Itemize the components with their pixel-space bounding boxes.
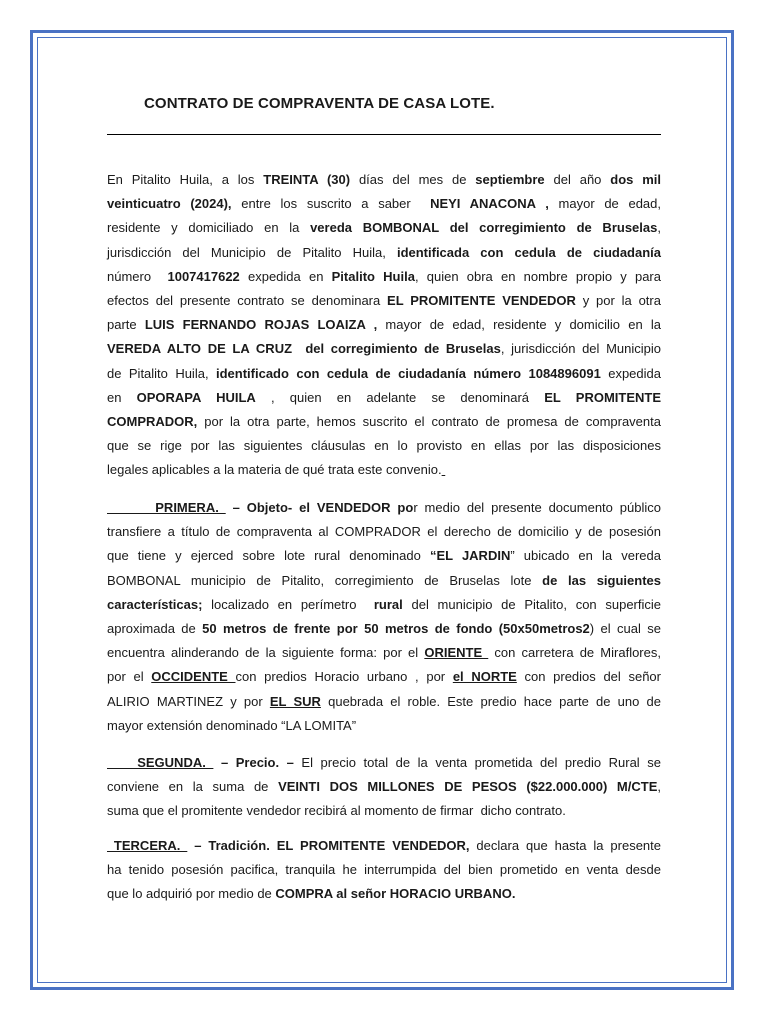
text-run: – Precio. –	[213, 755, 294, 770]
text-run: Pitalito Huila	[331, 268, 415, 284]
text-line	[107, 641, 661, 665]
clause-segunda-paragraph	[107, 751, 661, 824]
text-line	[107, 858, 661, 882]
text-line	[107, 544, 661, 568]
text-run: – Objeto- el VENDEDOR po	[225, 500, 414, 515]
text-run: vereda BOMBONAL del corregimiento de Bruselas	[310, 220, 658, 236]
text-run: parte	[107, 317, 145, 333]
text-run: legales aplicables a la materia de qué trata este convenio.	[107, 462, 442, 478]
text-line	[107, 192, 661, 216]
text-run: COMPRA al señor HORACIO URBANO.	[275, 886, 516, 902]
text-run: mayor de edad,	[548, 196, 661, 212]
text-run: transfiere a título de compraventa al COMPRADOR el derecho de domicilio y de posesión	[107, 524, 661, 540]
text-run: expedida en	[239, 268, 332, 284]
text-run: PRIMERA.	[107, 500, 226, 515]
text-line	[107, 593, 661, 617]
text-line	[107, 617, 661, 641]
text-run: – Tradición. EL PROMITENTE VENDEDOR,	[187, 838, 470, 853]
text-run: EL PROMITENTE VENDEDOR	[387, 293, 576, 309]
text-run: EL SUR	[269, 693, 321, 709]
text-run: , quien obra en nombre propio y para	[414, 268, 661, 284]
text-run: El precio total de la venta prometida del predio Rural se	[293, 755, 661, 770]
text-run: del municipio de Pitalito, con superficie	[402, 596, 661, 612]
text-run: identificada con cedula de ciudadanía	[396, 244, 662, 260]
text-run: identificado con cedula de ciudadanía número 1084896091	[215, 365, 601, 381]
text-line	[107, 362, 661, 386]
text-run: días del mes de	[350, 172, 476, 187]
text-run: ALIRIO MARTINEZ y por	[107, 693, 270, 709]
text-run: características;	[107, 596, 203, 612]
text-run: con predios del señor	[516, 669, 661, 685]
text-run: declara que hasta la presente	[469, 838, 661, 853]
text-run: encuentra alinderando de la siguiente forma: por el	[107, 645, 425, 661]
text-run: ha tenido posesión pacifica, tranquila he interrumpida del bien prometido en venta desde	[107, 862, 661, 878]
text-line	[107, 775, 661, 799]
text-run: quebrada el roble. Este predio hace parte de uno de	[320, 693, 661, 709]
text-line	[107, 410, 661, 434]
text-run: TREINTA (30)	[263, 172, 351, 187]
text-run: el NORTE	[452, 669, 517, 685]
text-run: r medio del presente documento público	[413, 500, 661, 515]
text-run: por la otra parte, hemos suscrito el contrato de promesa de compraventa	[197, 414, 661, 430]
text-line	[107, 168, 661, 192]
text-run: en	[107, 389, 137, 405]
text-run: , quien en adelante se denominará	[255, 389, 545, 405]
text-run: dos mil	[610, 172, 662, 187]
text-run: EL PROMITENTE	[544, 389, 661, 405]
text-run: del año	[544, 172, 611, 187]
text-run: OCCIDENTE	[151, 669, 236, 685]
text-line	[107, 834, 661, 858]
text-run: 50 metros de frente por 50 metros de fondo (50x50metros2	[202, 621, 590, 637]
text-line	[107, 665, 661, 689]
text-run: rural	[373, 596, 403, 612]
text-run: TERCERA.	[107, 838, 188, 853]
text-line	[107, 434, 661, 458]
text-run: En Pitalito Huila, a los	[107, 172, 264, 187]
text-run: mayor extensión denominado “LA LOMITA”	[107, 717, 357, 733]
text-line	[107, 714, 661, 738]
text-run: de Pitalito Huila,	[107, 365, 216, 381]
text-run: COMPRADOR,	[107, 414, 198, 430]
text-run	[442, 462, 446, 477]
text-run: número	[107, 268, 168, 284]
title-underline-rule	[107, 134, 661, 135]
text-line	[107, 386, 661, 410]
text-run: veinticuatro (2024),	[107, 196, 232, 212]
text-line	[107, 458, 661, 482]
text-run: de las siguientes	[542, 572, 661, 588]
text-run: expedida	[600, 365, 661, 381]
text-run: con carretera de Miraflores,	[488, 645, 661, 661]
text-line	[107, 241, 661, 265]
text-line	[107, 520, 661, 544]
text-run: conviene en la suma de	[107, 779, 279, 795]
text-run: por el	[107, 669, 152, 685]
text-run: VEINTI DOS MILLONES DE PESOS ($22.000.000) M/CTE	[278, 779, 658, 795]
text-run: y por la otra	[575, 293, 661, 309]
text-line	[107, 882, 661, 906]
text-run: localizado en perímetro	[202, 596, 374, 612]
text-line	[107, 289, 661, 313]
text-line	[107, 496, 661, 520]
clause-primera-paragraph	[107, 496, 661, 738]
text-run: LUIS FERNANDO ROJAS LOAIZA ,	[144, 317, 378, 333]
text-run: , jurisdicción del Municipio	[500, 341, 661, 357]
text-run: SEGUNDA.	[107, 755, 214, 770]
text-run: que se rige por las siguientes cláusulas en lo provisto en ellas por las disposiciones	[107, 438, 661, 454]
text-run: suma que el promitente vendedor recibirá al momento de firmar dicho contrato.	[107, 803, 566, 819]
text-line	[107, 265, 661, 289]
text-run: aproximada de	[107, 621, 203, 637]
text-run: ,	[657, 220, 661, 236]
clause-tercera-paragraph	[107, 834, 661, 907]
intro-paragraph	[107, 168, 661, 483]
document-title: CONTRATO DE COMPRAVENTA DE CASA LOTE.	[144, 95, 495, 112]
text-line	[107, 337, 661, 361]
text-line	[107, 216, 661, 240]
text-run: 1007417622	[167, 268, 240, 284]
text-run: ” ubicado en la vereda	[510, 548, 661, 564]
text-run: BOMBONAL municipio de Pitalito, corregimiento de Bruselas lote	[107, 572, 543, 588]
text-run: ,	[657, 779, 661, 795]
text-run: entre los suscrito a saber	[231, 196, 421, 212]
text-run: ) el cual se	[589, 621, 661, 637]
text-run: VEREDA ALTO DE LA CRUZ del corregimiento de Bruselas	[107, 341, 501, 357]
text-run: NEYI ANACONA ,	[420, 196, 549, 212]
text-run: OPORAPA HUILA	[136, 389, 256, 405]
text-run: que lo adquirió por medio de	[107, 886, 276, 902]
text-line	[107, 751, 661, 775]
text-run: jurisdicción del Municipio de Pitalito Huila,	[107, 244, 397, 260]
text-line	[107, 569, 661, 593]
text-run: septiembre	[475, 172, 545, 187]
text-run: ORIENTE	[424, 645, 489, 661]
text-run: con predios Horacio urbano , por	[235, 669, 453, 685]
text-run: mayor de edad, residente y domicilio en la	[377, 317, 661, 333]
text-run: efectos del presente contrato se denominara	[107, 293, 388, 309]
text-line	[107, 690, 661, 714]
text-run: residente y domiciliado en la	[107, 220, 311, 236]
text-line	[107, 799, 661, 823]
text-run: que tiene y ejerced sobre lote rural denominado	[107, 548, 430, 564]
text-run: “EL JARDIN	[429, 548, 511, 564]
text-line	[107, 313, 661, 337]
